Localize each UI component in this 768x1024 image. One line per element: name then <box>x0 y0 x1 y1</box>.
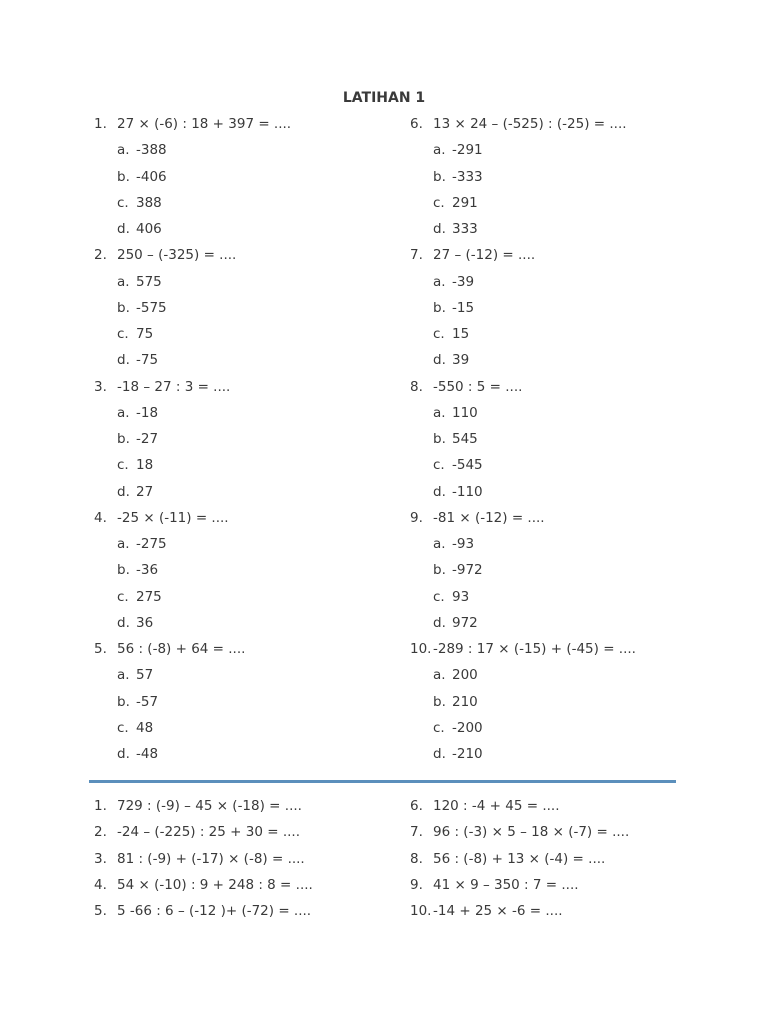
option-letter: d. <box>117 746 130 762</box>
answer-option <box>94 557 424 583</box>
option-letter: a. <box>117 536 130 552</box>
answer-option <box>94 269 424 295</box>
question-item <box>94 111 424 137</box>
option-value: -39 <box>452 273 475 290</box>
answer-option <box>410 216 740 242</box>
answer-option <box>94 347 424 373</box>
part1-left-column <box>94 111 424 767</box>
question-item <box>410 846 740 872</box>
answer-option <box>410 190 740 216</box>
part2-right-column <box>410 793 740 924</box>
question-item <box>410 793 740 819</box>
answer-option <box>410 610 740 636</box>
question-number: 9. <box>410 876 423 893</box>
option-letter: c. <box>117 588 129 605</box>
question-number: 2. <box>94 247 107 264</box>
option-letter: c. <box>433 588 445 605</box>
part2-left-column <box>94 793 424 924</box>
question-item <box>410 242 740 268</box>
option-letter: b. <box>433 562 446 579</box>
question-number: 1. <box>94 116 107 132</box>
question-text: -14 + 25 × -6 = .... <box>433 903 563 919</box>
option-letter: c. <box>117 457 129 474</box>
question-text: -24 – (-225) : 25 + 30 = .... <box>117 824 300 841</box>
option-value: -27 <box>136 431 159 447</box>
answer-option <box>94 662 424 688</box>
option-letter: a. <box>117 142 130 159</box>
question-text: 54 × (-10) : 9 + 248 : 8 = .... <box>117 876 313 893</box>
question-text: 56 : (-8) + 64 = .... <box>117 641 246 657</box>
question-number: 3. <box>94 378 107 395</box>
option-value: 39 <box>452 352 470 369</box>
option-value: -93 <box>452 536 475 552</box>
question-text: 41 × 9 – 350 : 7 = .... <box>433 876 579 893</box>
question-text: 729 : (-9) – 45 × (-18) = .... <box>117 798 302 814</box>
answer-option <box>94 216 424 242</box>
option-letter: c. <box>117 194 129 211</box>
answer-option <box>94 531 424 557</box>
option-value: 48 <box>136 719 154 736</box>
option-value: 200 <box>452 667 478 684</box>
question-text: 250 – (-325) = .... <box>117 247 237 264</box>
option-value: 36 <box>136 614 154 631</box>
answer-option <box>94 426 424 452</box>
answer-option <box>94 584 424 610</box>
option-letter: b. <box>433 299 446 316</box>
option-letter: b. <box>433 693 446 710</box>
option-value: 575 <box>136 273 162 290</box>
answer-option <box>94 137 424 163</box>
question-number: 4. <box>94 876 107 893</box>
answer-option <box>410 479 740 505</box>
question-item <box>94 242 424 268</box>
page-title: LATIHAN 1 <box>342 90 426 106</box>
option-letter: c. <box>433 326 445 342</box>
question-number: 6. <box>410 798 423 814</box>
option-letter: d. <box>117 614 130 631</box>
option-letter: c. <box>117 719 129 736</box>
option-value: -388 <box>136 142 167 159</box>
question-item <box>94 898 424 924</box>
part1-right-column <box>410 111 740 767</box>
answer-option <box>94 164 424 190</box>
option-value: -110 <box>452 483 483 500</box>
option-letter: c. <box>433 719 445 736</box>
question-number: 10. <box>410 903 432 919</box>
option-value: 275 <box>136 588 162 605</box>
question-item <box>410 111 740 137</box>
answer-option <box>410 164 740 190</box>
option-letter: b. <box>117 562 130 579</box>
question-number: 8. <box>410 850 423 867</box>
option-letter: d. <box>117 352 130 369</box>
answer-option <box>94 610 424 636</box>
option-value: 972 <box>452 614 478 631</box>
answer-option <box>410 269 740 295</box>
question-item <box>410 374 740 400</box>
option-value: -36 <box>136 562 159 579</box>
option-value: -333 <box>452 168 483 185</box>
answer-option <box>410 137 740 163</box>
answer-option <box>410 452 740 478</box>
answer-option <box>410 715 740 741</box>
question-item <box>94 505 424 531</box>
question-item <box>410 898 740 924</box>
option-value: 15 <box>452 326 470 342</box>
question-item <box>94 636 424 662</box>
answer-option <box>94 715 424 741</box>
answer-option <box>94 295 424 321</box>
question-text: 120 : -4 + 45 = .... <box>433 798 560 814</box>
answer-option <box>94 321 424 347</box>
section-divider <box>89 780 676 783</box>
question-item <box>410 819 740 845</box>
question-item <box>94 819 424 845</box>
question-item <box>410 505 740 531</box>
answer-option <box>94 190 424 216</box>
option-value: 210 <box>452 693 478 710</box>
question-item <box>94 872 424 898</box>
option-letter: b. <box>433 431 446 447</box>
answer-option <box>410 584 740 610</box>
question-number: 3. <box>94 850 107 867</box>
question-number: 5. <box>94 641 107 657</box>
answer-option <box>410 295 740 321</box>
option-letter: a. <box>117 273 130 290</box>
question-text: 5 -66 : 6 – (-12 )+ (-72) = .... <box>117 903 312 919</box>
answer-option <box>94 741 424 767</box>
question-text: -289 : 17 × (-15) + (-45) = .... <box>433 641 636 657</box>
question-text: 27 × (-6) : 18 + 397 = .... <box>117 116 292 132</box>
option-value: -18 <box>136 404 159 421</box>
answer-option <box>410 689 740 715</box>
answer-option <box>410 321 740 347</box>
option-value: 333 <box>452 221 478 237</box>
option-value: 18 <box>136 457 154 474</box>
question-text: 27 – (-12) = .... <box>433 247 536 264</box>
question-number: 4. <box>94 509 107 526</box>
option-value: 291 <box>452 194 478 211</box>
option-value: -210 <box>452 746 483 762</box>
option-value: -575 <box>136 299 167 316</box>
option-letter: d. <box>117 221 130 237</box>
question-text: -81 × (-12) = .... <box>433 509 545 526</box>
question-number: 7. <box>410 247 423 264</box>
option-value: 545 <box>452 431 478 447</box>
question-item <box>410 636 740 662</box>
question-text: -550 : 5 = .... <box>433 378 523 395</box>
option-letter: a. <box>433 273 446 290</box>
option-letter: b. <box>433 168 446 185</box>
option-value: 93 <box>452 588 470 605</box>
answer-option <box>410 347 740 373</box>
answer-option <box>94 452 424 478</box>
option-value: -275 <box>136 536 167 552</box>
answer-option <box>410 531 740 557</box>
option-letter: d. <box>433 746 446 762</box>
option-value: -545 <box>452 457 483 474</box>
question-text: 96 : (-3) × 5 – 18 × (-7) = .... <box>433 824 630 841</box>
option-letter: b. <box>117 431 130 447</box>
option-value: 27 <box>136 483 154 500</box>
question-text: 81 : (-9) + (-17) × (-8) = .... <box>117 850 305 867</box>
question-number: 1. <box>94 798 107 814</box>
answer-option <box>94 400 424 426</box>
answer-option <box>410 662 740 688</box>
option-letter: b. <box>117 299 130 316</box>
option-value: 57 <box>136 667 154 684</box>
question-text: -18 – 27 : 3 = .... <box>117 378 231 395</box>
option-value: -200 <box>452 719 483 736</box>
answer-option <box>94 479 424 505</box>
option-letter: b. <box>117 168 130 185</box>
option-value: -75 <box>136 352 159 369</box>
question-number: 6. <box>410 116 423 132</box>
option-letter: d. <box>433 221 446 237</box>
question-item <box>410 872 740 898</box>
option-letter: c. <box>433 457 445 474</box>
option-letter: a. <box>117 404 130 421</box>
question-text: 56 : (-8) + 13 × (-4) = .... <box>433 850 606 867</box>
option-value: -406 <box>136 168 167 185</box>
answer-option <box>410 741 740 767</box>
question-number: 7. <box>410 824 423 841</box>
option-letter: d. <box>433 483 446 500</box>
question-number: 9. <box>410 509 423 526</box>
question-item <box>94 793 424 819</box>
question-number: 8. <box>410 378 423 395</box>
option-letter: c. <box>433 194 445 211</box>
option-letter: a. <box>433 404 446 421</box>
option-value: -15 <box>452 299 475 316</box>
option-letter: b. <box>117 693 130 710</box>
answer-option <box>94 689 424 715</box>
question-item <box>94 846 424 872</box>
question-item <box>94 374 424 400</box>
option-letter: a. <box>433 142 446 159</box>
answer-option <box>410 426 740 452</box>
option-letter: a. <box>433 667 446 684</box>
option-letter: d. <box>117 483 130 500</box>
option-value: 388 <box>136 194 162 211</box>
question-text: -25 × (-11) = .... <box>117 509 229 526</box>
option-value: -972 <box>452 562 483 579</box>
question-text: 13 × 24 – (-525) : (-25) = .... <box>433 116 627 132</box>
option-letter: d. <box>433 614 446 631</box>
option-letter: c. <box>117 326 129 342</box>
option-letter: a. <box>117 667 130 684</box>
question-number: 10. <box>410 641 432 657</box>
option-letter: a. <box>433 536 446 552</box>
option-letter: d. <box>433 352 446 369</box>
option-value: 75 <box>136 326 154 342</box>
option-value: 110 <box>452 404 478 421</box>
option-value: -48 <box>136 746 159 762</box>
answer-option <box>410 557 740 583</box>
option-value: -57 <box>136 693 159 710</box>
option-value: 406 <box>136 221 162 237</box>
question-number: 5. <box>94 903 107 919</box>
question-number: 2. <box>94 824 107 841</box>
answer-option <box>410 400 740 426</box>
option-value: -291 <box>452 142 483 159</box>
